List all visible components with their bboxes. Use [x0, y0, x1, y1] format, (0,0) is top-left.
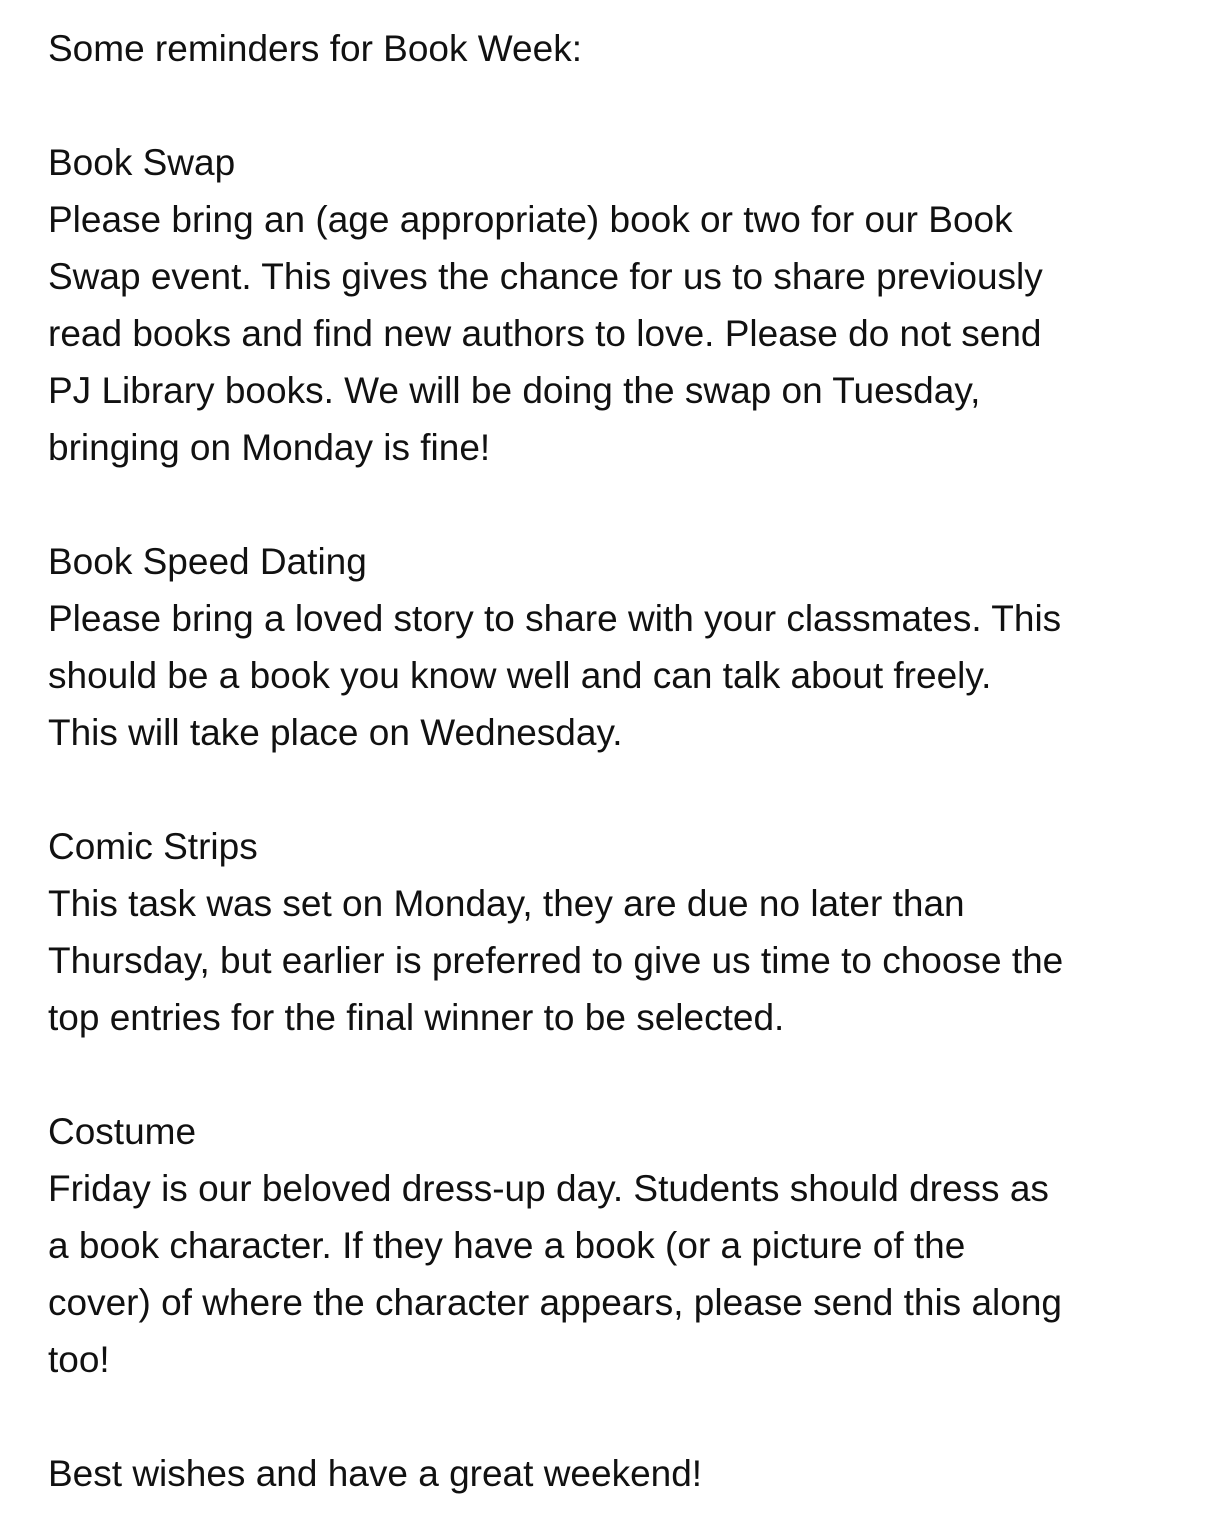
closing-text: Best wishes and have a great weekend! [48, 1453, 703, 1494]
section-heading-book-swap: Book Swap [48, 142, 236, 183]
book-swap-line: Please bring an (age appropriate) book or two for our Book [48, 199, 1013, 240]
spacer [48, 761, 1158, 818]
intro-text: Some reminders for Book Week: [48, 28, 582, 69]
costume-line: too! [48, 1339, 110, 1380]
spacer [48, 1388, 1158, 1445]
costume-line: cover) of where the character appears, please send this along [48, 1282, 1062, 1323]
book-swap-line: bringing on Monday is fine! [48, 427, 491, 468]
book-swap-line: Swap event. This gives the chance for us to share previously [48, 256, 1043, 297]
costume-line: a book character. If they have a book (or a picture of the [48, 1225, 966, 1266]
section-heading-costume: Costume [48, 1111, 197, 1152]
section-heading-book-speed-dating: Book Speed Dating [48, 541, 367, 582]
book-swap-line: PJ Library books. We will be doing the swap on Tuesday, [48, 370, 981, 411]
spacer [48, 476, 1158, 533]
section-heading-comic-strips: Comic Strips [48, 826, 258, 867]
book-speed-dating-line: This will take place on Wednesday. [48, 712, 623, 753]
spacer [48, 77, 1158, 134]
book-swap-line: read books and find new authors to love. Please do not send [48, 313, 1042, 354]
book-speed-dating-line: should be a book you know well and can talk about freely. [48, 655, 992, 696]
comic-strips-line: top entries for the final winner to be selected. [48, 997, 785, 1038]
costume-line: Friday is our beloved dress-up day. Students should dress as [48, 1168, 1049, 1209]
comic-strips-line: This task was set on Monday, they are due no later than [48, 883, 965, 924]
comic-strips-line: Thursday, but earlier is preferred to give us time to choose the [48, 940, 1064, 981]
book-speed-dating-line: Please bring a loved story to share with your classmates. This [48, 598, 1062, 639]
spacer [48, 1046, 1158, 1103]
